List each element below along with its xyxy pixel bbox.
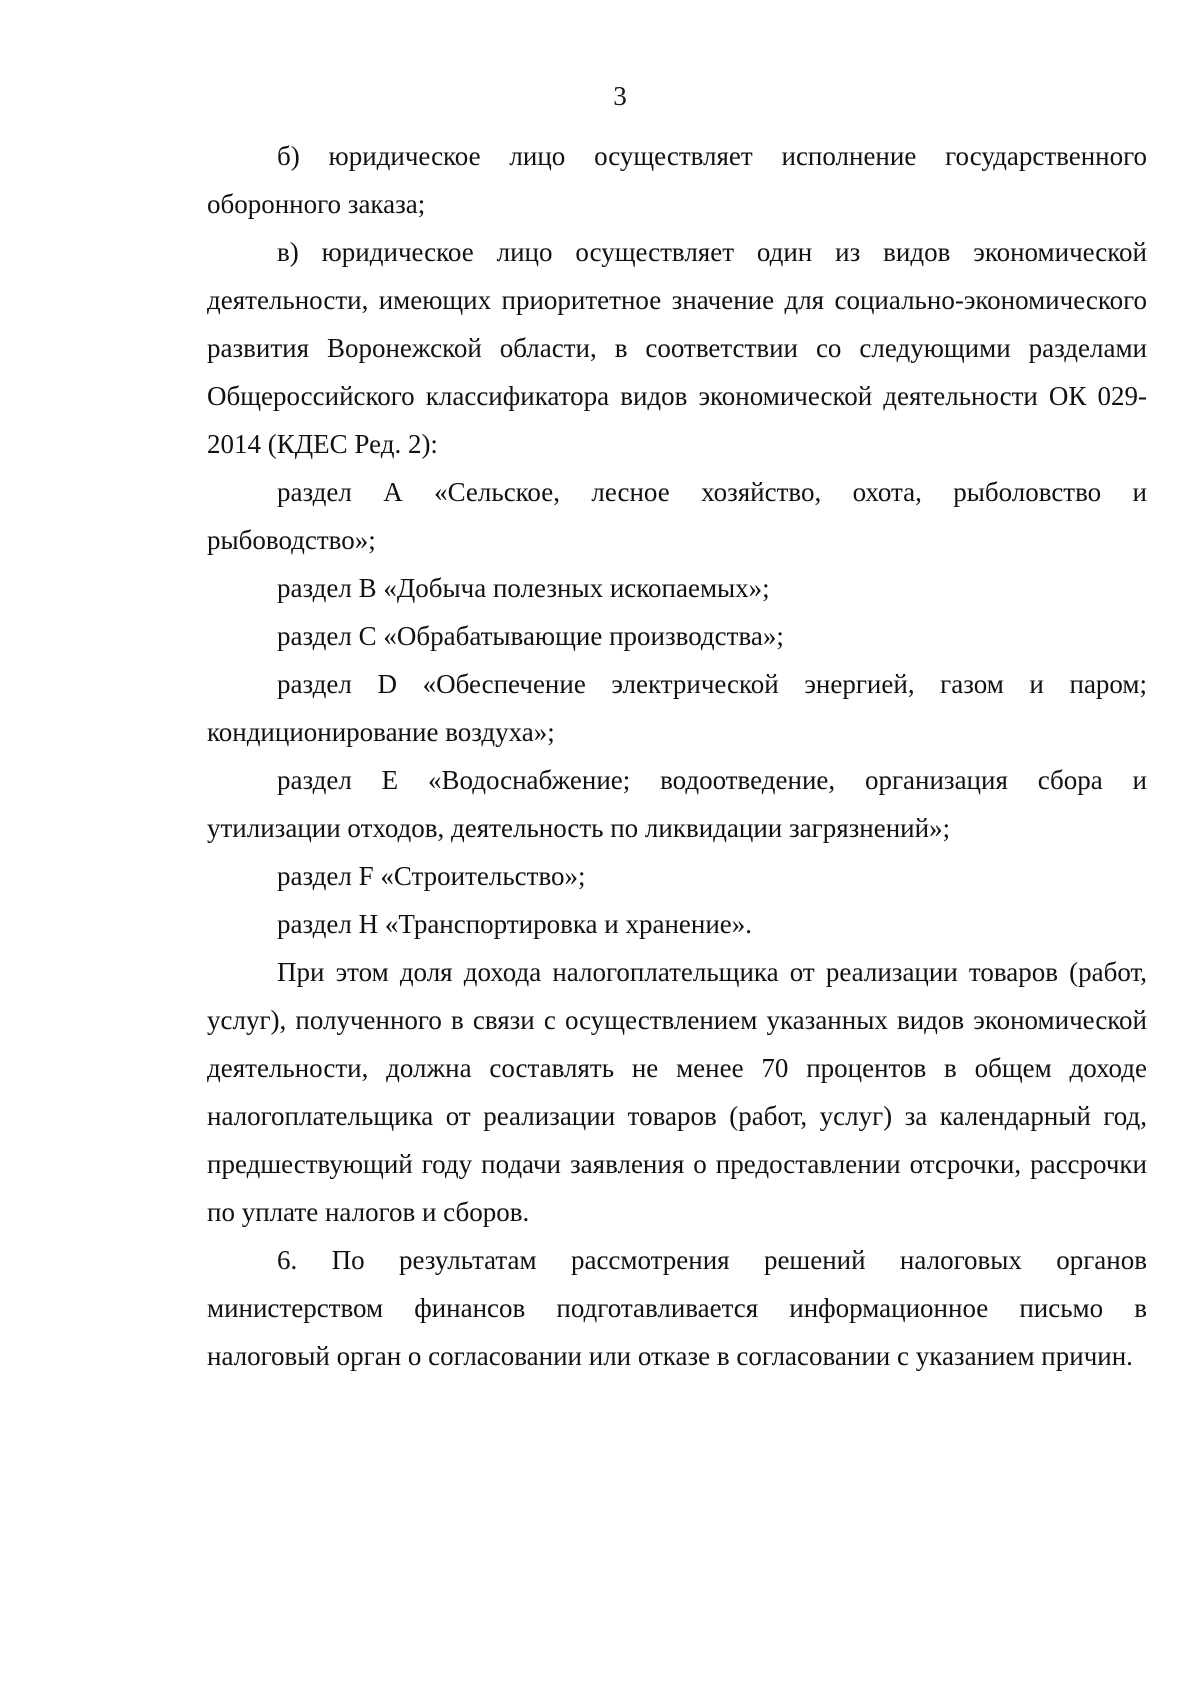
paragraph-6-review-results: 6. По результатам рассмотрения решений налоговых органов министерством финансов подготавливается информационное письмо в налоговый орган о согласовании или отказе в согласовании с указанием причин. <box>207 1245 1147 1371</box>
paragraph-v-economic-activity: в) юридическое лицо осуществляет один из видов экономической деятельности, имеющих приоритетное значение для социально-экономического развития Воронежской области, в соответствии со следующими разделами Общероссийского классификатора видов экономической деятельности ОК 029-2014 (КДЕС Ред. 2): <box>207 237 1147 459</box>
section-d-item: раздел D «Обеспечение электрической энергией, газом и паром; кондиционирование воздуха»; <box>207 669 1147 747</box>
section-h-item: раздел Н «Транспортировка и хранение». <box>277 909 753 939</box>
section-c-item: раздел С «Обрабатывающие производства»; <box>277 621 784 651</box>
paragraph-income-share: При этом доля дохода налогоплательщика от реализации товаров (работ, услуг), полученного в связи с осуществлением указанных видов экономической деятельности, должна составлять не менее 70 процентов в общем доходе налогоплательщика от реализации товаров (работ, услуг) за календарный год, предшествующий году подачи заявления о предоставлении отсрочки, рассрочки по уплате налогов и сборов. <box>207 957 1147 1227</box>
section-a-item: раздел А «Сельское, лесное хозяйство, охота, рыболовство и рыбоводство»; <box>207 477 1147 555</box>
page-number: 3 <box>613 81 627 111</box>
section-e-item: раздел Е «Водоснабжение; водоотведение, организация сбора и утилизации отходов, деятельность по ликвидации загрязнений»; <box>207 765 1147 843</box>
section-f-item: раздел F «Строительство»; <box>277 861 586 891</box>
paragraph-b-defense-order: б) юридическое лицо осуществляет исполнение государственного оборонного заказа; <box>207 141 1147 219</box>
section-b-item: раздел В «Добыча полезных ископаемых»; <box>277 573 770 603</box>
document-body <box>207 132 1147 1380</box>
